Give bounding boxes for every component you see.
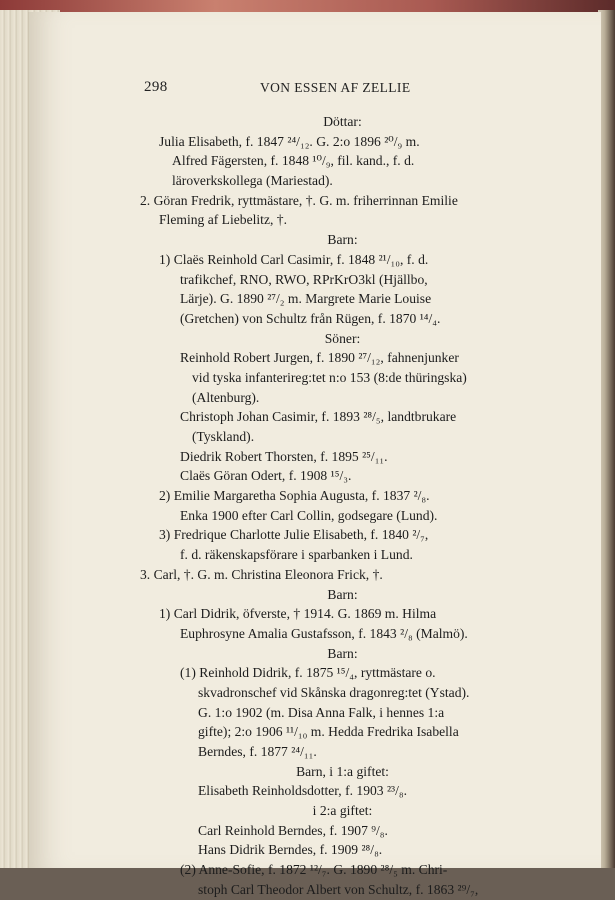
text-line: läroverkskollega (Mariestad). xyxy=(172,173,333,189)
section-heading: Döttar: xyxy=(323,114,362,129)
running-title: VON ESSEN AF ZELLIE xyxy=(260,80,411,95)
text-line: Diedrik Robert Thorsten, f. 1895 ²⁵/₁₁. xyxy=(180,448,388,464)
section-heading: Barn, i 1:a giftet: xyxy=(296,763,389,779)
text-line: Lärje). G. 1890 ²⁷/₂ m. Margrete Marie Louise xyxy=(180,291,432,307)
text-line: Berndes, f. 1877 ²⁴/₁₁. xyxy=(198,744,317,759)
section-heading: Barn: xyxy=(327,232,358,248)
text-line: stoph Carl Theodor Albert von Schultz, f. 1863 ²⁹/₇, xyxy=(198,881,479,897)
page-number: 298 xyxy=(144,79,168,95)
section-heading: i 2:a giftet: xyxy=(312,803,373,819)
text-line: (Altenburg). xyxy=(192,389,260,405)
section-heading: Barn: xyxy=(327,645,358,661)
text-line: skvadronschef vid Skånska dragonreg:tet (Ystad). xyxy=(198,684,470,700)
text-line: (Gretchen) von Schultz från Rügen, f. 1870 ¹⁴/₄. xyxy=(180,310,441,326)
text-line: gifte); 2:o 1906 ¹¹/₁₀ m. Hedda Fredrika Isabella xyxy=(198,724,459,740)
text-line: Carl Reinhold Berndes, f. 1907 ⁹/₈. xyxy=(198,822,388,838)
text-line: 3) Fredrique Charlotte Julie Elisabeth, f. 1840 ²/₇, xyxy=(159,527,429,543)
text-line: 3. Carl, †. G. m. Christina Eleonora Frick, †. xyxy=(140,566,383,582)
text-line: 1) Claës Reinhold Carl Casimir, f. 1848 ²¹/₁₀, f. d. xyxy=(159,251,429,267)
text-line: Julia Elisabeth, f. 1847 ²⁴/₁₂. G. 2:o 1896 ²⁰/₉ m. xyxy=(159,133,420,149)
text-line: Claës Göran Odert, f. 1908 ¹⁵/₃. xyxy=(180,468,352,484)
text-line: trafikchef, RNO, RWO, RPrKrO3kl (Hjällbo, xyxy=(180,271,428,287)
page-body xyxy=(140,112,545,900)
text-line: (Tyskland). xyxy=(192,429,255,444)
text-line: Enka 1900 efter Carl Collin, godsegare (Lund). xyxy=(180,507,438,523)
text-line: Elisabeth Reinholdsdotter, f. 1903 ²³/₈. xyxy=(198,783,408,799)
text-line: G. 1:o 1902 (m. Disa Anna Falk, i hennes 1:a xyxy=(198,704,445,720)
text-line: 2) Emilie Margaretha Sophia Augusta, f. 1837 ²/₈. xyxy=(159,488,430,504)
text-line: 1) Carl Didrik, öfverste, † 1914. G. 1869 m. Hilma xyxy=(159,606,437,622)
text-line: f. d. räkenskapsförare i sparbanken i Lund. xyxy=(180,547,413,563)
text-line: Euphrosyne Amalia Gustafsson, f. 1843 ²/₈ (Malmö). xyxy=(180,625,468,641)
text-line: (1) Reinhold Didrik, f. 1875 ¹⁵/₄, ryttmästare o. xyxy=(180,665,436,681)
section-heading: Barn: xyxy=(327,586,358,602)
text-line: Reinhold Robert Jurgen, f. 1890 ²⁷/₁₂, fahnenjunker xyxy=(180,350,459,366)
text-line: Hans Didrik Berndes, f. 1909 ²⁸/₈. xyxy=(198,842,383,858)
text-line: 2. Göran Fredrik, ryttmästare, †. G. m. friherrinnan Emilie xyxy=(140,192,458,208)
text-line: Christoph Johan Casimir, f. 1893 ²⁸/₅, landtbrukare xyxy=(180,409,457,425)
text-line: Fleming af Liebelitz, †. xyxy=(159,212,287,228)
text-line: (2) Anne-Sofie, f. 1872 ¹²/₇. G. 1890 ²⁸/₅ m. Chri- xyxy=(180,862,448,878)
section-heading: Söner: xyxy=(324,330,361,346)
text-line: vid tyska infanterireg:tet n:o 153 (8:de thüringska) xyxy=(192,369,467,385)
text-line: Alfred Fägersten, f. 1848 ¹⁰/₉, fil. kand., f. d. xyxy=(172,153,415,169)
page-header xyxy=(144,79,544,101)
